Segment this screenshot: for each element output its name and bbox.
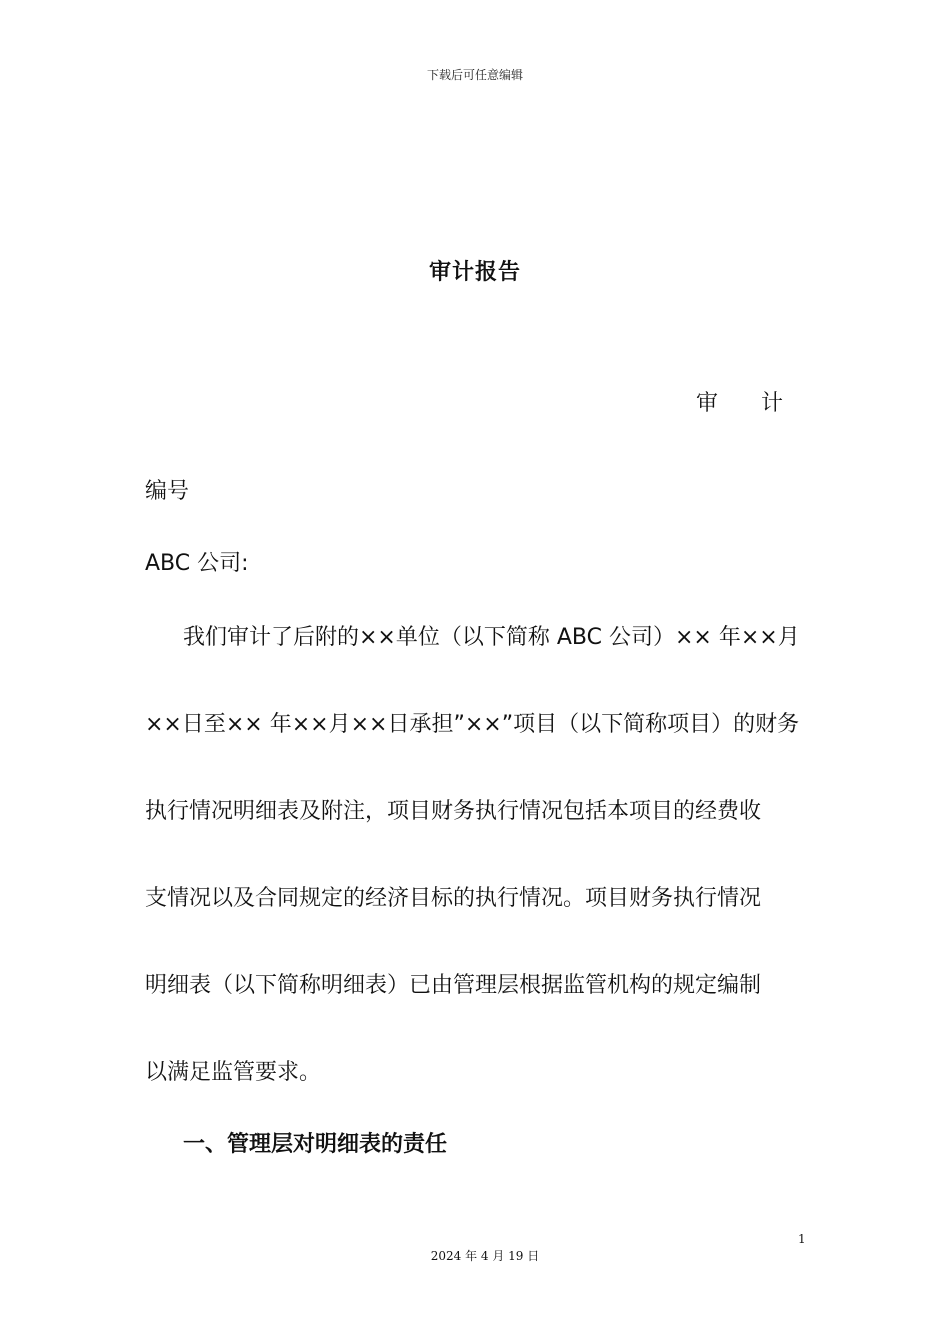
document-title: 审计报告 bbox=[428, 260, 521, 285]
paragraph-line: 支情况以及合同规定的经济目标的执行情况。项目财务执行情况 bbox=[145, 886, 762, 911]
paragraph-line: 我们审计了后附的××单位（以下简称 ABC 公司）×× 年××月 bbox=[183, 625, 800, 650]
addressee: ABC 公司: bbox=[145, 551, 249, 576]
paragraph-line: ××日至×× 年××月××日承担”××”项目（以下简称项目）的财务 bbox=[145, 712, 800, 737]
audit-label: 审 计 bbox=[696, 391, 801, 416]
footer-date: 2024 年 4 月 19 日 bbox=[430, 1249, 540, 1263]
page-number: 1 bbox=[798, 1232, 806, 1246]
paragraph-line: 明细表（以下简称明细表）已由管理层根据监管机构的规定编制 bbox=[145, 973, 762, 998]
paragraph-line: 以满足监管要求。 bbox=[145, 1060, 322, 1085]
paragraph-line: 执行情况明细表及附注，项目财务执行情况包括本项目的经费收 bbox=[145, 799, 762, 824]
section-heading: 一、管理层对明细表的责任 bbox=[183, 1132, 448, 1157]
header-note: 下载后可任意编辑 bbox=[426, 68, 523, 82]
report-number-label: 编号 bbox=[145, 479, 190, 504]
